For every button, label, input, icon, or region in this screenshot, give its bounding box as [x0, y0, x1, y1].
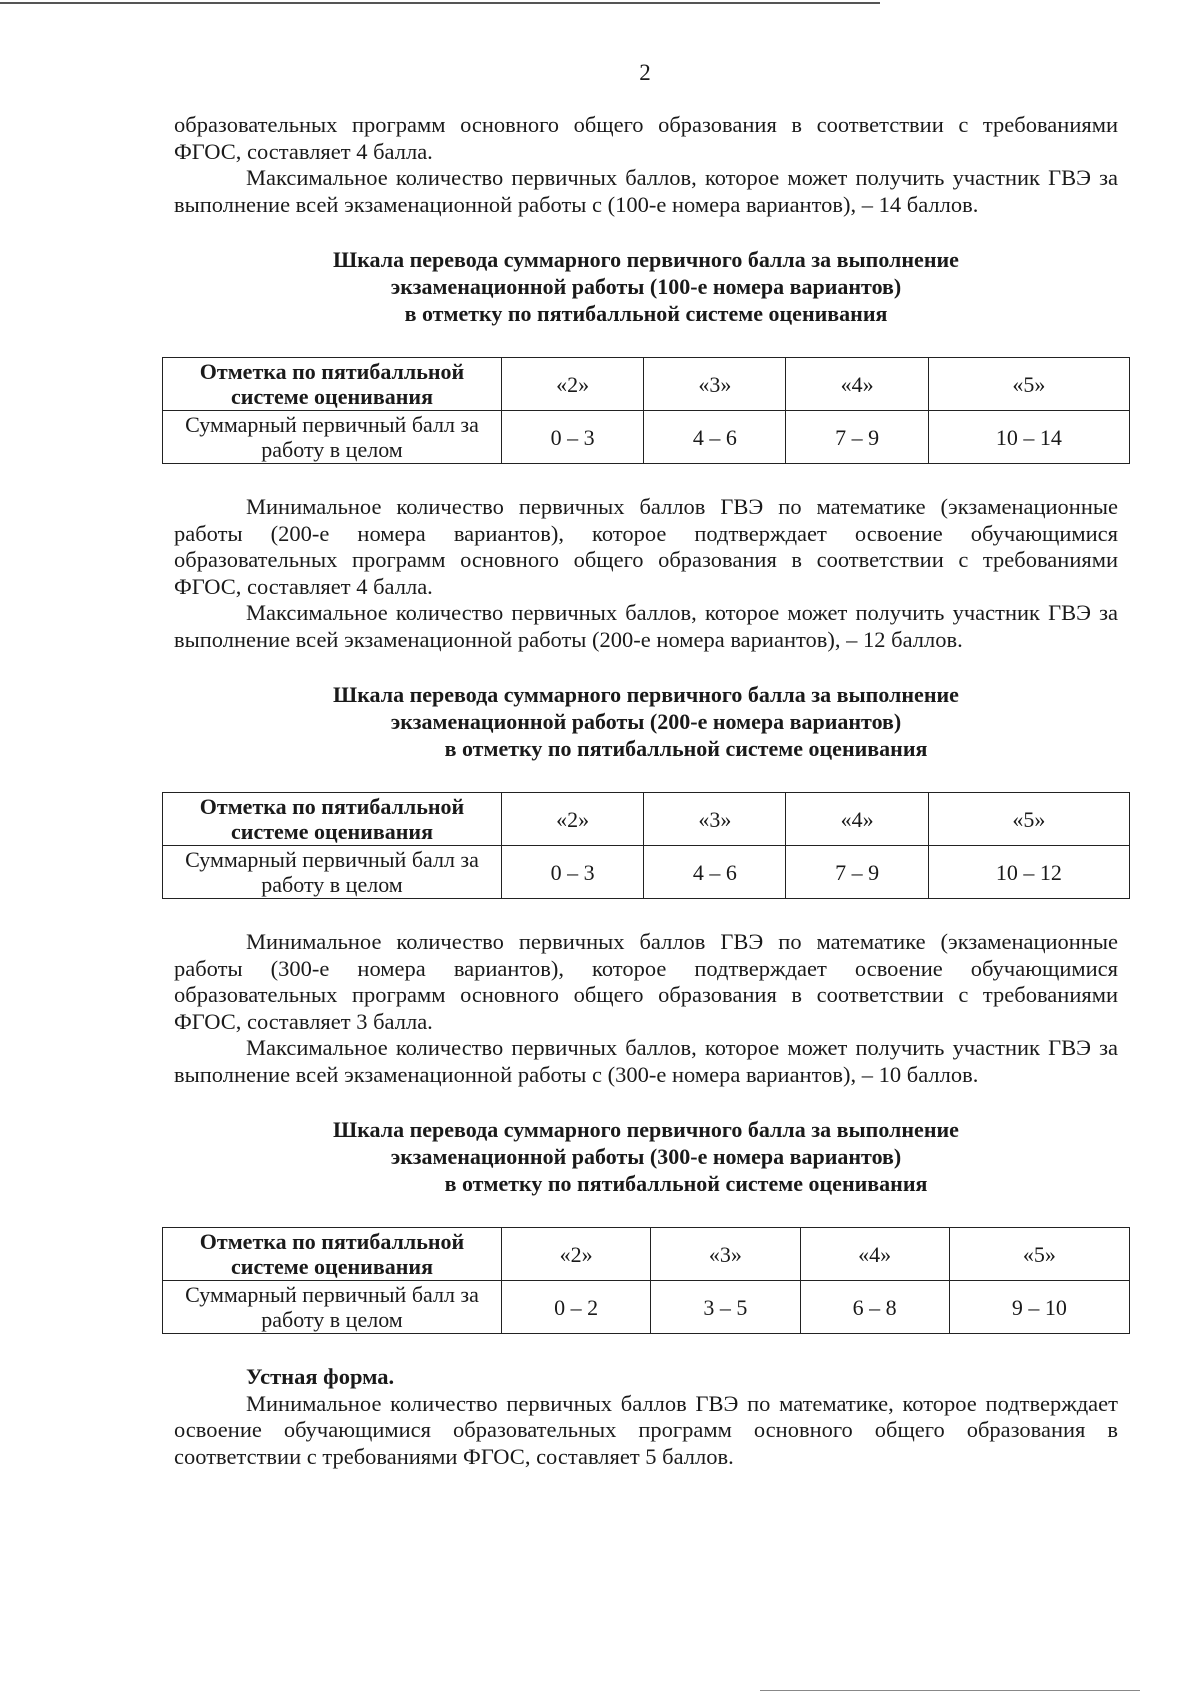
- section200-paragraph-1: Минимальное количество первичных баллов ГВЭ по математике (экзаменационные работы (200-е номера вариантов), которое подтверждает освоение обучающимися образовательных программ основного общего образования в соответствии с требованиями ФГОС, составляет 4 балла.: [174, 494, 1118, 599]
- heading-line: экзаменационной работы (200-е номера вариантов): [390, 709, 902, 734]
- table-row-scores: [163, 411, 1130, 464]
- score-cell: 0 – 3: [502, 846, 644, 899]
- heading-line: Шкала перевода суммарного первичного балла за выполнение: [333, 682, 959, 707]
- grade-cell: «4»: [786, 793, 928, 846]
- scale-table-200: [162, 792, 1130, 899]
- row-label-score: Суммарный первичный балл за работу в целом: [163, 846, 502, 899]
- row-label-score: Суммарный первичный балл за работу в целом: [163, 1281, 502, 1334]
- intro-paragraph-1: образовательных программ основного общего образования в соответствии с требованиями ФГОС, составляет 4 балла.: [174, 112, 1118, 164]
- heading-line: Шкала перевода суммарного первичного балла за выполнение: [333, 1117, 959, 1142]
- section300-paragraph-1: Минимальное количество первичных баллов ГВЭ по математике (экзаменационные работы (300-е номера вариантов), которое подтверждает освоение обучающимися образовательных программ основного общего образования в соответствии с требованиями ФГОС, составляет 3 балла.: [174, 929, 1118, 1034]
- heading-line: в отметку по пятибалльной системе оценивания: [404, 301, 888, 326]
- heading-line: экзаменационной работы (100-е номера вариантов): [390, 274, 902, 299]
- heading-line: в отметку по пятибалльной системе оценивания: [444, 736, 928, 761]
- heading-line: Шкала перевода суммарного первичного балла за выполнение: [333, 247, 959, 272]
- score-cell: 7 – 9: [786, 846, 928, 899]
- score-cell: 9 – 10: [949, 1281, 1129, 1334]
- score-cell: 10 – 14: [928, 411, 1129, 464]
- heading-line: экзаменационной работы (300-е номера вариантов): [390, 1144, 902, 1169]
- table-row-grades: [163, 1228, 1130, 1281]
- score-cell: 10 – 12: [928, 846, 1129, 899]
- score-cell: 0 – 3: [502, 411, 644, 464]
- score-cell: 7 – 9: [786, 411, 928, 464]
- score-cell: 3 – 5: [651, 1281, 800, 1334]
- scale-table-100: [162, 357, 1130, 464]
- grade-cell: «5»: [928, 358, 1129, 411]
- scan-artifact-bottom-line: [760, 1690, 1140, 1691]
- intro-paragraph-2: Максимальное количество первичных баллов, которое может получить участник ГВЭ за выполнение всей экзаменационной работы с (100-е номера вариантов), – 14 баллов.: [174, 165, 1118, 217]
- row-label-grade: Отметка по пятибалльной системе оценивания: [163, 793, 502, 846]
- scale-heading-300: [174, 1116, 1118, 1197]
- score-cell: 0 – 2: [502, 1281, 651, 1334]
- oral-form-paragraph: Минимальное количество первичных баллов ГВЭ по математике, которое подтверждает освоение обучающимися образовательных программ основного общего образования в соответствии с требованиями ФГОС, составляет 5 баллов.: [174, 1390, 1118, 1469]
- table-row-scores: [163, 1281, 1130, 1334]
- grade-cell: «5»: [928, 793, 1129, 846]
- score-cell: 4 – 6: [644, 846, 786, 899]
- table-row-grades: [163, 358, 1130, 411]
- scale-heading-200: [174, 681, 1118, 762]
- grade-cell: «4»: [786, 358, 928, 411]
- scale-table-300: [162, 1227, 1130, 1334]
- table-row-scores: [163, 846, 1130, 899]
- grade-cell: «3»: [644, 358, 786, 411]
- grade-cell: «2»: [502, 1228, 651, 1281]
- grade-cell: «4»: [800, 1228, 949, 1281]
- oral-form-heading: Устная форма.: [246, 1364, 395, 1389]
- score-cell: 4 – 6: [644, 411, 786, 464]
- grade-cell: «2»: [502, 793, 644, 846]
- section300-paragraph-2: Максимальное количество первичных баллов, которое может получить участник ГВЭ за выполнение всей экзаменационной работы с (300-е номера вариантов), – 10 баллов.: [174, 1035, 1118, 1087]
- section200-paragraph-2: Максимальное количество первичных баллов, которое может получить участник ГВЭ за выполнение всей экзаменационной работы (200-е номера вариантов), – 12 баллов.: [174, 600, 1118, 652]
- heading-line: в отметку по пятибалльной системе оценивания: [444, 1171, 928, 1196]
- scan-artifact-top-line: [0, 2, 880, 4]
- row-label-grade: Отметка по пятибалльной системе оценивания: [163, 1228, 502, 1281]
- table-row-grades: [163, 793, 1130, 846]
- score-cell: 6 – 8: [800, 1281, 949, 1334]
- row-label-score: Суммарный первичный балл за работу в целом: [163, 411, 502, 464]
- document-body: [174, 112, 1118, 1470]
- grade-cell: «2»: [502, 358, 644, 411]
- scale-heading-100: [174, 246, 1118, 327]
- page-number: 2: [639, 60, 651, 85]
- grade-cell: «5»: [949, 1228, 1129, 1281]
- grade-cell: «3»: [644, 793, 786, 846]
- row-label-grade: Отметка по пятибалльной системе оценивания: [163, 358, 502, 411]
- grade-cell: «3»: [651, 1228, 800, 1281]
